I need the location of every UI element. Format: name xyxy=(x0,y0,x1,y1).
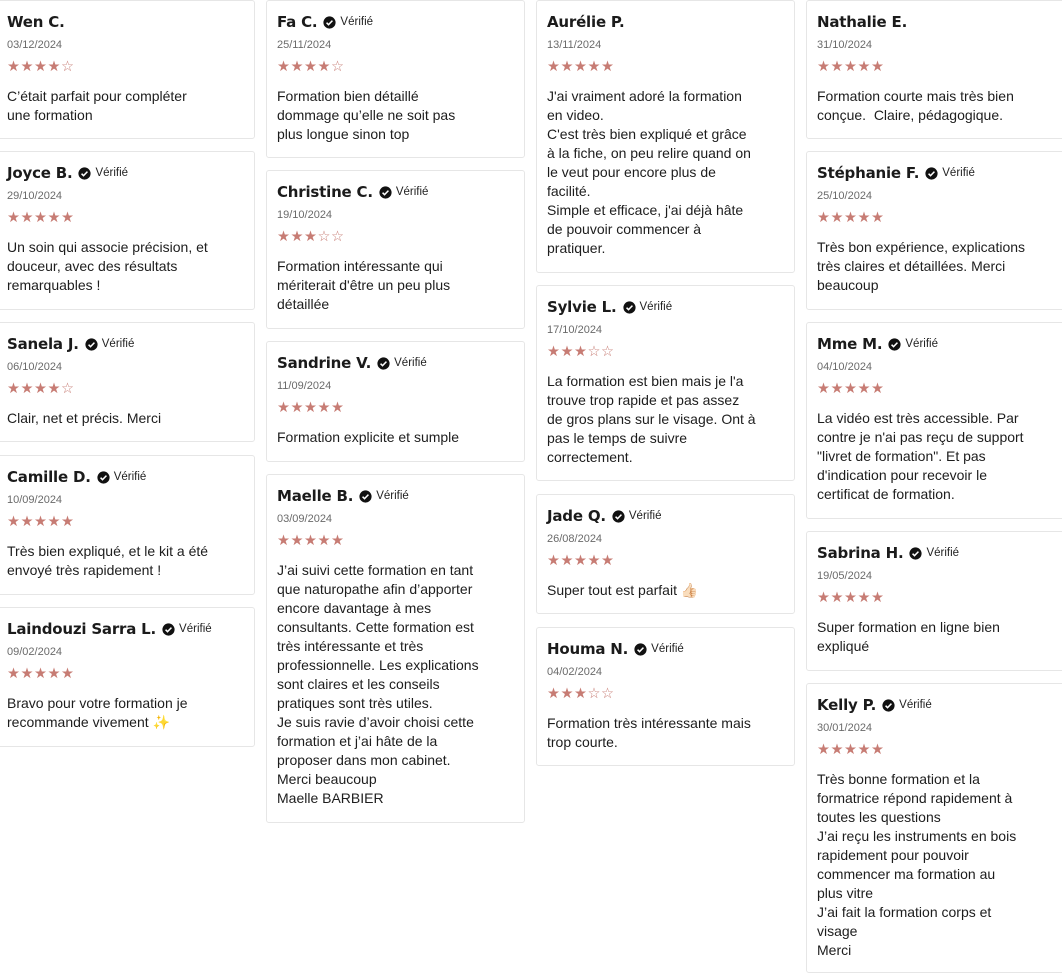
verified-check-icon xyxy=(634,643,647,656)
star-empty-icon: ☆ xyxy=(61,381,75,397)
star-empty-icon: ☆ xyxy=(601,686,615,702)
star-filled-icon: ★ xyxy=(830,210,844,226)
review-text: Bravo pour votre formation je recommande vivement ✨ xyxy=(7,695,188,730)
verified-badge xyxy=(78,167,128,180)
star-empty-icon: ☆ xyxy=(317,229,331,245)
star-filled-icon: ★ xyxy=(290,59,304,75)
star-filled-icon: ★ xyxy=(34,381,48,397)
review-date: 06/10/2024 xyxy=(7,361,63,373)
verified-badge xyxy=(888,338,938,351)
star-filled-icon: ★ xyxy=(817,59,831,75)
verified-label: Vérifié xyxy=(340,16,374,28)
verified-label: Vérifié xyxy=(651,643,684,655)
verified-label: Vérifié xyxy=(394,357,427,369)
star-rating xyxy=(277,400,514,416)
star-rating xyxy=(817,590,1054,606)
star-rating xyxy=(7,514,244,530)
star-filled-icon: ★ xyxy=(61,514,75,530)
star-filled-icon: ★ xyxy=(47,514,61,530)
star-filled-icon: ★ xyxy=(547,686,561,702)
star-rating xyxy=(817,381,1054,397)
star-filled-icon: ★ xyxy=(547,344,561,360)
review-date: 19/05/2024 xyxy=(817,570,873,582)
reviewer-name: Stéphanie F. xyxy=(817,164,920,182)
verified-check-icon xyxy=(623,301,636,314)
star-filled-icon: ★ xyxy=(277,229,291,245)
star-filled-icon: ★ xyxy=(290,533,304,549)
verified-label: Vérifié xyxy=(179,623,212,635)
star-filled-icon: ★ xyxy=(331,400,345,416)
star-filled-icon: ★ xyxy=(317,400,331,416)
verified-check-icon xyxy=(97,471,110,484)
verified-label: Vérifié xyxy=(395,186,429,198)
star-filled-icon: ★ xyxy=(817,210,831,226)
verified-label: Vérifié xyxy=(113,471,147,483)
reviewer-name: Houma N. xyxy=(547,640,629,658)
review-date: 19/10/2024 xyxy=(277,209,333,221)
star-filled-icon: ★ xyxy=(47,381,61,397)
review-card xyxy=(536,627,795,766)
star-filled-icon: ★ xyxy=(857,59,871,75)
verified-label: Vérifié xyxy=(942,167,975,179)
star-rating xyxy=(7,210,244,226)
review-card xyxy=(0,151,255,310)
review-date: 17/10/2024 xyxy=(547,324,603,336)
review-text: Formation courte mais très bien conçue. Claire, pédagogique. xyxy=(817,88,1014,123)
star-filled-icon: ★ xyxy=(560,553,574,569)
reviewer-name: Sylvie L. xyxy=(547,298,617,316)
review-text: J'ai vraiment adoré la formation en video. C'est très bien expliqué et grâce à la fiche, on peu relire quand on le veut pour encore plus de facilité. Simple et efficace, j'ai déjà hâte de pouvoir commencer à pratiquer. xyxy=(547,88,751,256)
star-filled-icon: ★ xyxy=(34,514,48,530)
verified-check-icon xyxy=(925,167,938,180)
star-filled-icon: ★ xyxy=(844,742,858,758)
reviewer-name: Christine C. xyxy=(277,183,373,201)
review-date: 10/09/2024 xyxy=(7,494,63,506)
star-rating xyxy=(817,210,1054,226)
verified-label: Vérifié xyxy=(628,510,662,522)
review-text: J’ai suivi cette formation en tant que naturopathe afin d’apporter encore davantage à mes consultants. Cette formation est très intéressante et très professionnelle. Les explications sont claires et les conseils pratiques sont très utiles. Je suis ravie d’avoir choisi cette formation et j’ai hâte de la proposer dans mon cabinet. Merci beaucoup Maelle BARBIER xyxy=(277,562,479,806)
star-filled-icon: ★ xyxy=(574,686,588,702)
review-date: 13/11/2024 xyxy=(547,39,602,51)
star-rating xyxy=(817,59,1054,75)
verified-badge xyxy=(85,338,135,351)
star-filled-icon: ★ xyxy=(34,666,48,682)
star-rating xyxy=(277,229,514,245)
star-filled-icon: ★ xyxy=(587,59,601,75)
review-text: Super tout est parfait 👍🏻 xyxy=(547,582,699,598)
star-filled-icon: ★ xyxy=(20,59,34,75)
verified-check-icon xyxy=(882,699,895,712)
review-text: Formation intéressante qui mériterait d'être un peu plus détaillée xyxy=(277,258,451,312)
verified-label: Vérifié xyxy=(95,167,129,179)
star-filled-icon: ★ xyxy=(830,742,844,758)
verified-badge xyxy=(379,186,429,199)
star-filled-icon: ★ xyxy=(857,210,871,226)
reviewer-name: Maelle B. xyxy=(277,487,354,505)
star-rating xyxy=(7,59,244,75)
star-filled-icon: ★ xyxy=(857,381,871,397)
star-empty-icon: ☆ xyxy=(331,229,345,245)
star-filled-icon: ★ xyxy=(547,553,561,569)
reviewer-name: Aurélie P. xyxy=(547,13,625,31)
reviewer-name: Nathalie E. xyxy=(817,13,908,31)
star-rating xyxy=(277,533,514,549)
star-filled-icon: ★ xyxy=(574,344,588,360)
reviewer-name: Jade Q. xyxy=(547,507,606,525)
star-rating xyxy=(547,59,784,75)
review-card xyxy=(806,322,1062,519)
review-card xyxy=(806,683,1062,973)
star-filled-icon: ★ xyxy=(277,400,291,416)
star-empty-icon: ☆ xyxy=(587,686,601,702)
review-text: Formation bien détaillé dommage qu’elle ne soit pas plus longue sinon top xyxy=(277,88,456,142)
star-empty-icon: ☆ xyxy=(331,59,345,75)
review-card xyxy=(536,285,795,481)
star-rating xyxy=(547,344,784,360)
star-filled-icon: ★ xyxy=(7,666,21,682)
review-date: 04/10/2024 xyxy=(817,361,873,373)
verified-check-icon xyxy=(909,547,922,560)
star-rating xyxy=(547,686,784,702)
verified-badge xyxy=(97,471,147,484)
star-filled-icon: ★ xyxy=(844,381,858,397)
verified-badge xyxy=(377,357,427,370)
verified-badge xyxy=(612,510,662,523)
reviewer-name: Camille D. xyxy=(7,468,91,486)
star-filled-icon: ★ xyxy=(587,553,601,569)
review-card xyxy=(806,0,1062,139)
star-filled-icon: ★ xyxy=(857,742,871,758)
review-text: Très bon expérience, explications très claires et détaillées. Merci beaucoup xyxy=(817,239,1026,293)
reviewer-name: Sabrina H. xyxy=(817,544,904,562)
star-filled-icon: ★ xyxy=(871,210,885,226)
star-filled-icon: ★ xyxy=(20,381,34,397)
star-filled-icon: ★ xyxy=(817,590,831,606)
verified-check-icon xyxy=(377,357,390,370)
star-empty-icon: ☆ xyxy=(601,344,615,360)
reviewer-name: Kelly P. xyxy=(817,696,877,714)
verified-badge xyxy=(909,547,959,560)
star-rating xyxy=(7,381,244,397)
star-filled-icon: ★ xyxy=(871,742,885,758)
verified-label: Vérifié xyxy=(639,301,673,313)
star-filled-icon: ★ xyxy=(817,381,831,397)
review-card xyxy=(266,170,525,329)
star-filled-icon: ★ xyxy=(830,590,844,606)
star-filled-icon: ★ xyxy=(290,400,304,416)
verified-label: Vérifié xyxy=(926,547,960,559)
star-filled-icon: ★ xyxy=(277,533,291,549)
star-filled-icon: ★ xyxy=(317,533,331,549)
review-date: 04/02/2024 xyxy=(547,666,603,678)
star-empty-icon: ☆ xyxy=(587,344,601,360)
reviewer-name: Joyce B. xyxy=(7,164,73,182)
star-filled-icon: ★ xyxy=(560,59,574,75)
verified-badge xyxy=(323,16,373,29)
verified-label: Vérifié xyxy=(101,338,135,350)
star-filled-icon: ★ xyxy=(857,590,871,606)
star-filled-icon: ★ xyxy=(871,381,885,397)
star-filled-icon: ★ xyxy=(304,533,318,549)
star-filled-icon: ★ xyxy=(47,210,61,226)
star-filled-icon: ★ xyxy=(560,686,574,702)
star-filled-icon: ★ xyxy=(277,59,291,75)
verified-label: Vérifié xyxy=(899,699,932,711)
reviewer-name: Sanela J. xyxy=(7,335,79,353)
star-rating xyxy=(277,59,514,75)
reviewer-name: Mme M. xyxy=(817,335,883,353)
star-filled-icon: ★ xyxy=(844,590,858,606)
verified-check-icon xyxy=(379,186,392,199)
star-empty-icon: ☆ xyxy=(61,59,75,75)
verified-check-icon xyxy=(323,16,336,29)
review-card xyxy=(536,494,795,614)
review-card xyxy=(0,0,255,139)
star-filled-icon: ★ xyxy=(61,666,75,682)
star-filled-icon: ★ xyxy=(817,742,831,758)
star-filled-icon: ★ xyxy=(844,210,858,226)
star-filled-icon: ★ xyxy=(830,59,844,75)
star-rating xyxy=(817,742,1054,758)
star-filled-icon: ★ xyxy=(34,210,48,226)
star-filled-icon: ★ xyxy=(7,59,21,75)
review-card xyxy=(806,531,1062,671)
review-text: La vidéo est très accessible. Par contre je n'ai pas reçu de support "livret de formation". Et pas d'indication pour recevoir le certificat de formation. xyxy=(817,410,1024,502)
star-filled-icon: ★ xyxy=(20,514,34,530)
star-filled-icon: ★ xyxy=(331,533,345,549)
star-filled-icon: ★ xyxy=(547,59,561,75)
verified-check-icon xyxy=(888,338,901,351)
review-date: 26/08/2024 xyxy=(547,533,603,545)
review-card xyxy=(266,474,525,823)
review-card xyxy=(806,151,1062,310)
review-text: C’était parfait pour compléter une formation xyxy=(7,88,187,123)
review-text: Très bonne formation et la formatrice répond rapidement à toutes les questions J’ai reçu les instruments en bois rapidement pour pouvoir commencer ma formation au plus vitre J’ai fait la formation corps et visage Merci xyxy=(817,771,1017,958)
star-filled-icon: ★ xyxy=(304,59,318,75)
review-card xyxy=(266,0,525,158)
verified-check-icon xyxy=(78,167,91,180)
review-date: 29/10/2024 xyxy=(7,190,63,202)
verified-badge xyxy=(162,623,212,636)
star-filled-icon: ★ xyxy=(47,666,61,682)
verified-badge xyxy=(925,167,975,180)
review-card xyxy=(0,607,255,747)
review-date: 11/09/2024 xyxy=(277,380,332,392)
review-text: La formation est bien mais je l'a trouve trop rapide et pas assez de gros plans sur le visage. Ont à pas le temps de suivre correctement. xyxy=(547,373,756,465)
verified-badge xyxy=(882,699,932,712)
reviewer-name: Fa C. xyxy=(277,13,318,31)
star-filled-icon: ★ xyxy=(7,210,21,226)
star-filled-icon: ★ xyxy=(317,59,331,75)
review-text: Formation très intéressante mais trop courte. xyxy=(547,715,751,750)
verified-badge xyxy=(359,490,409,503)
verified-label: Vérifié xyxy=(905,338,938,350)
star-filled-icon: ★ xyxy=(7,514,21,530)
reviewer-name: Sandrine V. xyxy=(277,354,372,372)
verified-check-icon xyxy=(359,490,372,503)
star-filled-icon: ★ xyxy=(304,229,318,245)
star-filled-icon: ★ xyxy=(830,381,844,397)
review-text: Super formation en ligne bien expliqué xyxy=(817,619,1000,654)
star-filled-icon: ★ xyxy=(601,553,615,569)
star-filled-icon: ★ xyxy=(844,59,858,75)
star-filled-icon: ★ xyxy=(601,59,615,75)
review-date: 30/01/2024 xyxy=(817,722,873,734)
star-filled-icon: ★ xyxy=(20,210,34,226)
review-date: 25/10/2024 xyxy=(817,190,873,202)
star-rating xyxy=(7,666,244,682)
star-filled-icon: ★ xyxy=(47,59,61,75)
star-filled-icon: ★ xyxy=(871,590,885,606)
review-date: 31/10/2024 xyxy=(817,39,873,51)
star-filled-icon: ★ xyxy=(560,344,574,360)
star-filled-icon: ★ xyxy=(304,400,318,416)
verified-check-icon xyxy=(162,623,175,636)
star-filled-icon: ★ xyxy=(7,381,21,397)
review-card xyxy=(536,0,795,273)
reviewer-name: Wen C. xyxy=(7,13,65,31)
review-date: 25/11/2024 xyxy=(277,39,332,51)
star-filled-icon: ★ xyxy=(34,59,48,75)
verified-check-icon xyxy=(612,510,625,523)
star-filled-icon: ★ xyxy=(871,59,885,75)
verified-badge xyxy=(634,643,684,656)
star-filled-icon: ★ xyxy=(290,229,304,245)
review-text: Clair, net et précis. Merci xyxy=(7,410,162,426)
review-text: Formation explicite et sumple xyxy=(277,429,460,445)
reviewer-name: Laindouzi Sarra L. xyxy=(7,620,157,638)
review-date: 03/12/2024 xyxy=(7,39,63,51)
review-card xyxy=(266,341,525,462)
review-card xyxy=(0,455,255,595)
review-date: 09/02/2024 xyxy=(7,646,63,658)
review-date: 03/09/2024 xyxy=(277,513,333,525)
star-filled-icon: ★ xyxy=(574,59,588,75)
star-rating xyxy=(547,553,784,569)
star-filled-icon: ★ xyxy=(20,666,34,682)
review-text: Un soin qui associe précision, et douceur, avec des résultats remarquables ! xyxy=(7,239,208,293)
review-text: Très bien expliqué, et le kit a été envoyé très rapidement ! xyxy=(7,543,209,578)
star-filled-icon: ★ xyxy=(574,553,588,569)
review-card xyxy=(0,322,255,442)
verified-check-icon xyxy=(85,338,98,351)
verified-badge xyxy=(623,301,673,314)
verified-label: Vérifié xyxy=(376,490,409,502)
star-filled-icon: ★ xyxy=(61,210,75,226)
